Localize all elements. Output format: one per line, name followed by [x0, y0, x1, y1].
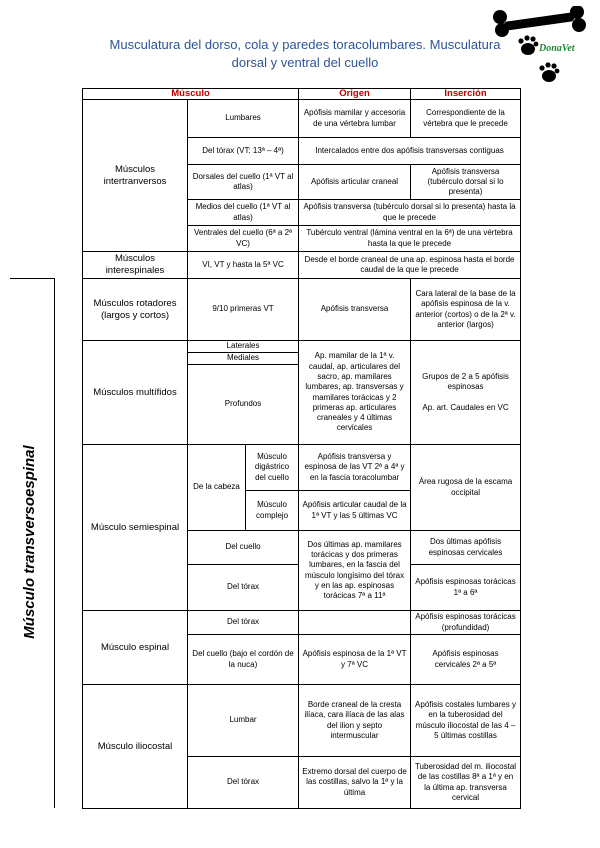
insercion-cell: Apófisis transversa (tubérculo dorsal si lo presenta) [411, 165, 521, 200]
muscle-multifidos: Músculos multífidos [83, 341, 188, 445]
sub-espinal-torax: Del tórax [188, 611, 299, 635]
sub-medios-cuello: Medios del cuello (1ª VT al atlas) [188, 200, 299, 226]
sub-iliocostal-torax: Del tórax [188, 757, 299, 809]
sub-profundos: Profundos [188, 365, 299, 445]
insercion-cell: Cara lateral de la base de la apófisis espinosa de la v. anterior (cortos) o de la 2ª v. anterior (largos) [411, 279, 521, 341]
sub-torax: Del tórax (VT: 13ª – 4ª) [188, 138, 299, 165]
bone-icon [493, 6, 586, 37]
sub-lumbar: Lumbar [188, 685, 299, 757]
table-row [83, 252, 521, 279]
muscle-semiespinal: Músculo semiespinal [83, 445, 188, 611]
muscle-table [82, 88, 521, 809]
insercion-cell: Tuberosidad del m. iliocostal de las costillas 8ª a 1ª y en la última ap. transversa cervical [411, 757, 521, 809]
title-line-2: dorsal y ventral del cuello [231, 55, 379, 70]
origen-cell: Apófisis transversa y espinosa de las VT 2ª a 4ª y en la fascia toracolumbar [299, 445, 411, 491]
table-row [83, 611, 521, 635]
header-insercion: Inserción [411, 89, 521, 100]
sub-del-torax: Del tórax [188, 565, 299, 611]
muscle-rotadores: Músculos rotadores (largos y cortos) [83, 279, 188, 341]
origen-cell: Borde craneal de la cresta ilíaca, cara ilíaca de las alas del ilion y septo intermuscular [299, 685, 411, 757]
header-musculo: Músculo [83, 89, 299, 100]
sub-interespinales: VI, VT y hasta la 5ª VC [188, 252, 299, 279]
origen-cell: Apófisis mamilar y accesoria de una vértebra lumbar [299, 100, 411, 138]
insercion-cell: Dos últimas apófisis espinosas cervicales [411, 531, 521, 565]
table-row [83, 685, 521, 757]
origen-cell: Tubérculo ventral (lámina ventral en la 6ª) de una vértebra hasta la que le precede [299, 226, 521, 252]
sub-dorsales-cuello: Dorsales del cuello (1ª VT al atlas) [188, 165, 299, 200]
transversoespinal-bracket [10, 278, 55, 808]
origen-cell: Dos últimas ap. mamilares torácicas y dos primeras lumbares, en la fascia del músculo longísimo del tórax y en las ap. espinosas torácicas 7ª a 11ª [299, 531, 411, 611]
origen-cell: Apófisis transversa (tubérculo dorsal si lo presenta) hasta la que le precede [299, 200, 521, 226]
origen-cell: Extremo dorsal del cuerpo de las costillas, salvo la 1ª y la última [299, 757, 411, 809]
table-row [83, 445, 521, 491]
insercion-cell: Apófisis espinosas cervicales 2ª a 5ª [411, 635, 521, 685]
donavet-logo [486, 6, 594, 88]
logo-text: DonaVet [539, 43, 575, 54]
origen-cell: Apófisis espinosa de la 1ª VT y 7ª VC [299, 635, 411, 685]
origen-cell: Apófisis transversa [299, 279, 411, 341]
insercion-cell: Correspondiente de la vértebra que le precede [411, 100, 521, 138]
sub-complejo: Músculo complejo [246, 491, 299, 531]
origen-cell: Apófisis articular craneal [299, 165, 411, 200]
paw-icon [518, 35, 538, 55]
origen-cell: Apófisis articular caudal de la 1ª VT y las 5 últimas VC [299, 491, 411, 531]
sub-mediales: Mediales [188, 353, 299, 365]
insercion-cell: Área rugosa de la escama occipital [411, 445, 521, 531]
sub-lumbares: Lumbares [188, 100, 299, 138]
insercion-cell: Apófisis costales lumbares y en la tuberosidad del músculo iliocostal de las 4 – 5 últimas costillas [411, 685, 521, 757]
origen-cell [299, 611, 411, 635]
muscle-espinal: Músculo espinal [83, 611, 188, 685]
origen-cell: Desde el borde craneal de una ap. espinosa hasta el borde caudal de la que le precede [299, 252, 521, 279]
insercion-cell [411, 341, 521, 445]
origen-cell: Intercalados entre dos apófisis transversas contiguas [299, 138, 521, 165]
muscle-iliocostal: Músculo iliocostal [83, 685, 188, 809]
table-header [83, 89, 521, 100]
insercion-cell: Apófisis espinosas torácicas 1ª a 6ª [411, 565, 521, 611]
sub-espinal-cuello: Del cuello (bajo el cordón de la nuca) [188, 635, 299, 685]
insercion-cell: Apófisis espinosas torácicas (profundidad) [411, 611, 521, 635]
table-row [83, 100, 521, 138]
title-line-1: Musculatura del dorso, cola y paredes toracolumbares. Musculatura [109, 37, 501, 52]
sub-rotadores: 9/10 primeras VT [188, 279, 299, 341]
sub-de-la-cabeza: De la cabeza [188, 445, 246, 531]
table-row [83, 341, 521, 353]
sub-digastrico: Músculo digástrico del cuello [246, 445, 299, 491]
muscle-intertransversos: Músculos intertranversos [83, 100, 188, 252]
insercion-caudales: Ap. art. Caudales en VC [422, 402, 509, 412]
side-label: Músculo transversoespinal [21, 445, 38, 639]
sub-del-cuello: Del cuello [188, 531, 299, 565]
sub-laterales: Laterales [188, 341, 299, 353]
table-row [83, 279, 521, 341]
sub-ventrales-cuello: Ventrales del cuello (6ª a 2ª VC) [188, 226, 299, 252]
header-origen: Origen [299, 89, 411, 100]
muscle-interespinales: Músculos interespinales [83, 252, 188, 279]
paw-icon [539, 62, 559, 82]
page-title [95, 36, 515, 72]
origen-cell: Ap. mamilar de la 1ª v. caudal, ap. articulares del sacro, ap. mamilares lumbares, ap. transversas y mamilares torácicas y 2 primeras ap. articulares craneales y 4 últimas cervicales [299, 341, 411, 445]
insercion-grupos: Grupos de 2 a 5 apófisis espinosas [422, 372, 509, 392]
